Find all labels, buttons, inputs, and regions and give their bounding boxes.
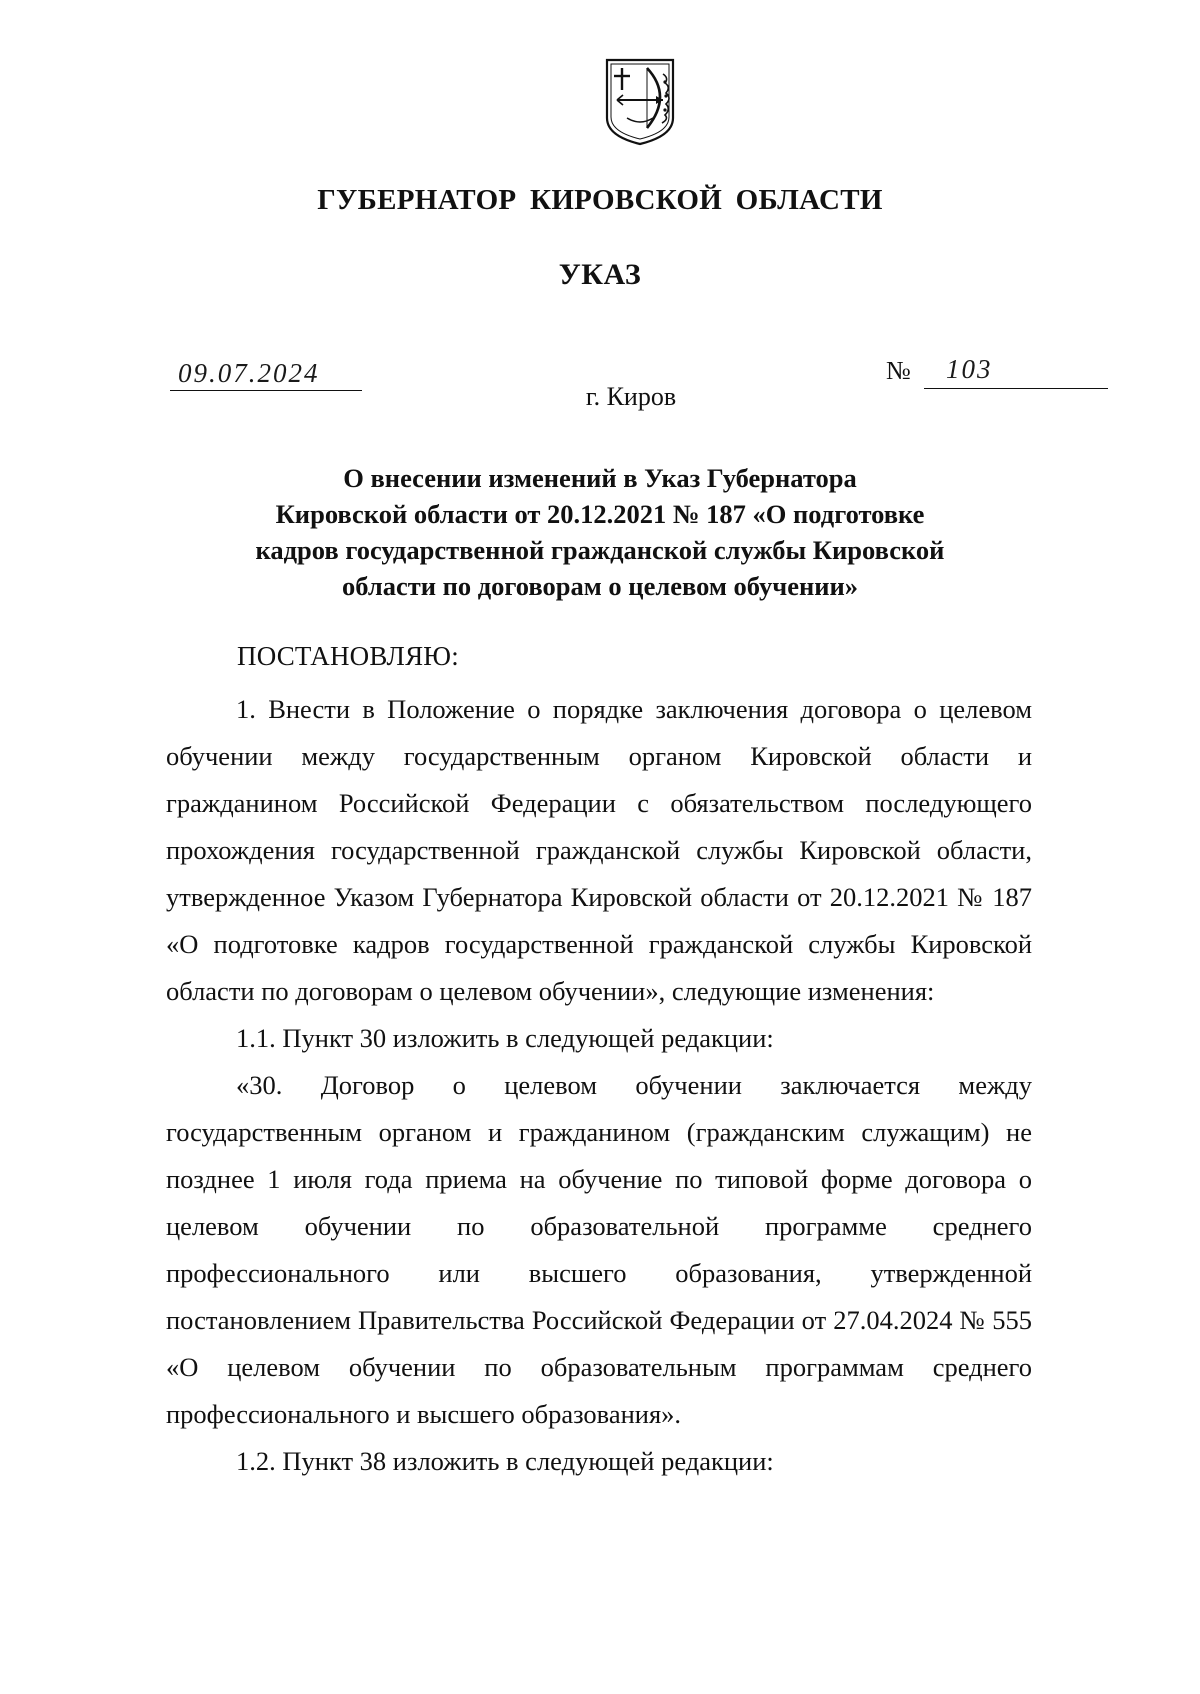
document-title: [0, 460, 1200, 604]
handwritten-number: 103: [946, 354, 993, 384]
handwritten-date: 09.07.2024: [178, 358, 320, 388]
document-type-heading: УКАЗ: [558, 258, 642, 291]
paragraph-item-30-text: «30. Договор о целевом обучении заключается между государственным органом и гражданином (гражданским служащим) не позднее 1 июля года приема на обучение по типовой форме договора о целевом обучении по образовательной программе среднего профессионального или высшего образования, утвержденной постановлением Правительства Российской Федерации от 27.04.2024 № 555 «О целевом обучении по образовательным программам среднего профессионального и высшего образования».: [166, 1070, 1032, 1429]
title-line: Кировской области от 20.12.2021 № 187 «О подготовке: [275, 499, 925, 529]
number-sign: №: [886, 356, 911, 385]
paragraph-item-1-2: 1.2. Пункт 38 изложить в следующей редакции:: [236, 1446, 774, 1476]
paragraph-item-1-1: 1.1. Пункт 30 изложить в следующей редакции:: [236, 1023, 774, 1053]
title-line: кадров государственной гражданской службы Кировской: [255, 535, 945, 565]
title-line: О внесении изменений в Указ Губернатора: [343, 463, 857, 493]
place-of-issue: г. Киров: [585, 382, 677, 411]
issuer-heading: ГУБЕРНАТОР КИРОВСКОЙ ОБЛАСТИ: [317, 184, 883, 216]
decree-body: [166, 686, 1032, 1485]
paragraph-item-1: 1. Внести в Положение о порядке заключения договора о целевом обучении между государственным органом Кировской области и гражданином Российской Федерации с обязательством последующего прохождения государственной гражданской службы Кировской области, утвержденное Указом Губернатора Кировской области от 20.12.2021 № 187 «О подготовке кадров государственной гражданской службы Кировской области по договорам о целевом обучении», следующие изменения:: [166, 694, 1032, 1006]
resolve-word: ПОСТАНОВЛЯЮ:: [237, 641, 459, 671]
title-line: области по договорам о целевом обучении»: [341, 571, 859, 601]
coat-of-arms-icon: [603, 56, 677, 148]
